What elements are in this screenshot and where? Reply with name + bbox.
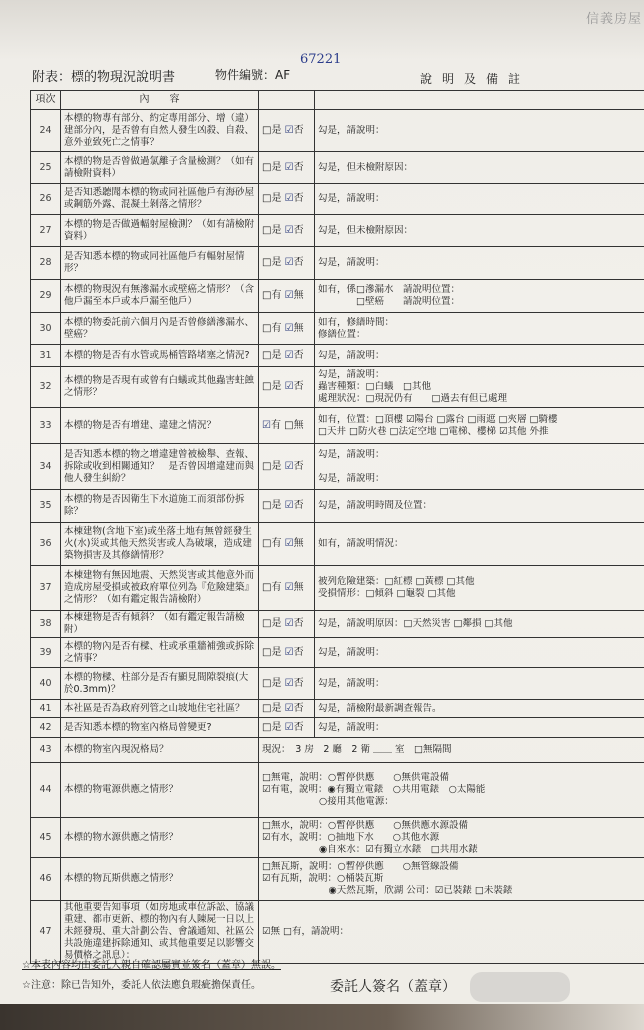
answer-options (259, 152, 315, 184)
table-row (31, 818, 644, 858)
remark-line: 勾是，請說明： (318, 646, 385, 658)
answer-options (259, 523, 315, 566)
remarks-cell (315, 313, 644, 345)
item-content: 本標的物委託前六個月內是否曾修繕滲漏水、壁癌？ (61, 313, 259, 345)
table-row (31, 184, 644, 215)
checkbox-checked[interactable]: ☑ (284, 618, 294, 629)
option-label: 否 (293, 257, 304, 268)
reference-label: 物件編號：AF (215, 68, 291, 82)
item-content: 本社區是否為政府列管之山坡地住宅社區？ (61, 700, 259, 718)
answer-options (259, 367, 315, 408)
remarks-cell (315, 638, 644, 668)
option-label: 無 (293, 582, 304, 593)
item-number: 36 (31, 523, 61, 566)
remark-line: 勾是，請說明： (318, 721, 385, 733)
table-row (31, 611, 644, 638)
remark-line: 勾是，請說明： (318, 448, 385, 460)
remark-line: 蟲害種類：□白蟻 □其他 (318, 381, 431, 392)
footer-notes (22, 956, 281, 996)
remarks-cell (315, 408, 644, 444)
remark-line: □無水，說明：○暫停供應 ○無供應水源設備 (262, 819, 469, 831)
item-number: 44 (31, 763, 61, 818)
remarks-cell (315, 345, 644, 367)
checkbox-checked[interactable]: ☑ (284, 322, 294, 334)
remark-line: ◉天然瓦斯，欣湖 公司：☑已裝錶 □未裝錶 (262, 885, 513, 896)
company-stamp: 信義房屋 (585, 12, 642, 27)
option-label: 是 (271, 677, 282, 689)
remark-line: 處理狀況：□現況仍有 □過去有但已處理 (318, 393, 507, 404)
option-label: 否 (293, 193, 304, 204)
checkbox-checked[interactable]: ☑ (284, 582, 294, 593)
signature-redaction (470, 972, 570, 1002)
item-number: 28 (31, 247, 61, 280)
remarks-cell (315, 184, 644, 215)
remark-line: 如有，位置：□頂樓 ☑陽台 □露台 □雨遮 □夾層 □騎樓 (318, 413, 558, 425)
answer-options (259, 638, 315, 668)
item-content: 本標的物專有部分、約定專用部分、增（違）建部分內，是否曾有自然人發生凶殺、自殺、意外並致死亡之情事？ (61, 110, 259, 152)
table-row (31, 152, 644, 184)
option-label: 有 (270, 419, 281, 431)
checkbox-checked[interactable]: ☑ (284, 349, 294, 361)
remark-line: 勾是，但未檢附原因： (318, 224, 414, 236)
option-label: 是 (271, 460, 282, 472)
remark-line: ◉自來水：☑有獨立水錶 □共用水錶 (262, 843, 478, 855)
option-label: 否 (293, 721, 304, 733)
remarks-cell (315, 523, 644, 566)
checkbox-checked[interactable]: ☑ (284, 646, 294, 658)
remarks-cell (315, 490, 644, 523)
checkbox-checked[interactable]: ☑ (284, 721, 294, 733)
option-label: 是 (271, 381, 282, 392)
table-row (31, 280, 644, 313)
item-content: 本標的物樑、柱部分是否有顯見間隙裂痕(大於0.3mm)？ (61, 668, 259, 700)
remark-line: 勾是，但未檢附原因： (318, 161, 414, 173)
checkbox[interactable]: □ (262, 161, 272, 173)
item-content: 本標的物是否現有或曾有白蟻或其他蟲害蛀蝕之情形？ (61, 367, 259, 408)
table-row (31, 763, 644, 818)
item-number: 37 (31, 566, 61, 611)
checkbox[interactable]: □ (262, 257, 272, 268)
option-label: 否 (293, 161, 304, 173)
table-header (31, 91, 644, 110)
option-label: 否 (293, 677, 304, 689)
remark-line: ○接用其他電源： (262, 796, 394, 807)
checkbox-checked[interactable]: ☑ (284, 381, 294, 392)
remark-line: 勾是，請說明原因：□天然災害 □鄰損 □其他 (318, 618, 513, 629)
option-label: 有 (271, 322, 282, 334)
item-content: 本標的物是否曾做過氯離子含量檢測？（如有請檢附資料） (61, 152, 259, 184)
item-number: 43 (31, 738, 61, 763)
answer-options (259, 184, 315, 215)
remark-line: 被列危險建築：□紅標 □黃標 □其他 (318, 576, 475, 587)
option-label: 有 (271, 582, 282, 593)
footer-note-confirm: ☆本表內容均由委託人親自確認屬實並簽名（蓋章）無誤。 (22, 960, 281, 971)
remark-line: 勾是，請說明： (318, 677, 385, 689)
option-label: 是 (271, 124, 282, 136)
option-label: 是 (271, 349, 282, 361)
item-content: 本標的物室內現況格局？ (61, 738, 259, 763)
answer-options (259, 280, 315, 313)
checkbox-checked[interactable]: ☑ (284, 500, 294, 511)
item-number: 39 (31, 638, 61, 668)
checkbox[interactable]: □ (262, 646, 272, 658)
remark-line: 勾是，請說明： (318, 369, 385, 380)
item-number: 25 (31, 152, 61, 184)
checkbox-checked[interactable]: ☑ (284, 124, 294, 136)
table-row (31, 566, 644, 611)
option-label: 否 (293, 646, 304, 658)
answer-options (259, 490, 315, 523)
column-header-remarks (315, 91, 644, 110)
item-content: 是否知悉本標的物之增違建曾被檢舉、查報、拆除或收到相關通知？ 是否曾因增違建而與他人發生糾紛？ (61, 444, 259, 490)
checkbox[interactable]: □ (262, 290, 272, 301)
option-label: 是 (271, 702, 282, 714)
checkbox[interactable]: □ (262, 322, 272, 334)
item-content: 本標的物電源供應之情形？ (61, 763, 259, 818)
remark-line: 如有，修繕時間： (318, 316, 395, 328)
remark-line: 勾是，請說明： (318, 349, 385, 361)
item-content: 是否知悉本標的物或同社區他戶有輻射屋情形？ (61, 247, 259, 280)
checkbox[interactable]: □ (262, 500, 272, 511)
remark-line: □無瓦斯，說明：○暫停供應 ○無管線設備 (262, 861, 459, 872)
option-label: 有 (271, 538, 282, 549)
table-row (31, 718, 644, 738)
remark-line: ☑有水，說明：○抽地下水 ○其他水源 (262, 831, 440, 843)
item-content: 是否知悉聽聞本標的物或同社區他戶有海砂屋或鋼筋外露、混凝土剝落之情形？ (61, 184, 259, 215)
checkbox-checked[interactable]: ☑ (284, 677, 294, 689)
option-label: 是 (271, 500, 282, 511)
option-label: 否 (293, 124, 304, 136)
remark-line: 如有，係□滲漏水 請說明位置： (318, 284, 460, 295)
table-row (31, 700, 644, 718)
table-row (31, 367, 644, 408)
option-label: 是 (271, 721, 282, 733)
item-number: 41 (31, 700, 61, 718)
answer-options (259, 718, 315, 738)
remarks-cell (315, 611, 644, 638)
table-row (31, 345, 644, 367)
checkbox-checked[interactable]: ☑ (284, 224, 294, 236)
item-number: 33 (31, 408, 61, 444)
item-content: 其他重要告知事項（如房地或車位訴訟、協議重建、都市更新、標的物內有人陳屍一日以上未經發現、重大計劃公告、會議通知、社區公共設施違建拆除通知、或其他重要足以影響交易價格之訊息）： (61, 901, 259, 964)
table-row (31, 444, 644, 490)
table-row (31, 668, 644, 700)
checkbox[interactable]: □ (262, 381, 272, 392)
remark-line: 修繕位置： (318, 328, 366, 340)
option-label: 否 (293, 618, 304, 629)
item-content: 本棟建物是否有傾斜？（如有鑑定報告請檢附） (61, 611, 259, 638)
form-title: 附表：標的物現況說明書 (32, 70, 176, 85)
remark-line: 勾是，請說明： (318, 124, 385, 136)
footer-note-warranty: ☆注意：除已告知外，委託人依法應負瑕疵擔保責任。 (22, 980, 261, 991)
item-content: 本標的物是否有增建、違建之情況？ (61, 408, 259, 444)
remark-line (318, 461, 641, 473)
column-header-options (259, 91, 315, 110)
item-number: 38 (31, 611, 61, 638)
item-content: 是否知悉本標的物室內格局曾變更? (61, 718, 259, 738)
remarks-cell (259, 901, 644, 964)
item-number: 35 (31, 490, 61, 523)
remarks-cell (315, 700, 644, 718)
table-row (31, 858, 644, 901)
column-header-content: 內 容 (61, 91, 259, 110)
table-row (31, 313, 644, 345)
option-label: 是 (271, 161, 282, 173)
item-content: 本標的物是否有水管或馬桶管路堵塞之情況? (61, 345, 259, 367)
answer-options (259, 345, 315, 367)
item-number: 40 (31, 668, 61, 700)
checkbox-checked[interactable]: ☑ (284, 290, 294, 301)
remarks-cell (315, 152, 644, 184)
checkbox-checked[interactable]: ☑ (284, 161, 294, 173)
checkbox[interactable]: □ (262, 582, 272, 593)
option-label: 是 (271, 193, 282, 204)
remark-line: □無電，說明：○暫停供應 ○無供電設備 (262, 772, 450, 783)
item-number: 26 (31, 184, 61, 215)
remark-line: ☑有電，說明：◉有獨立電錶 ○共用電錶 ○太陽能 (262, 784, 486, 795)
option-label: 是 (271, 646, 282, 658)
option-label: 否 (293, 500, 304, 511)
table-row (31, 523, 644, 566)
disclosure-table (30, 90, 644, 964)
answer-options (259, 611, 315, 638)
signature-label: 委託人簽名（蓋章） (330, 979, 456, 995)
table-row (31, 215, 644, 247)
answer-options (259, 215, 315, 247)
checkbox[interactable]: □ (262, 224, 272, 236)
item-number: 29 (31, 280, 61, 313)
remarks-cell (315, 110, 644, 152)
item-content: 本標的物水源供應之情形？ (61, 818, 259, 858)
table-row (31, 247, 644, 280)
checkbox-checked[interactable]: ☑ (284, 257, 294, 268)
answer-options (259, 408, 315, 444)
checkbox-checked[interactable]: ☑ (284, 538, 294, 549)
item-number: 32 (31, 367, 61, 408)
checkbox[interactable]: □ (262, 460, 272, 472)
checkbox[interactable]: □ (262, 193, 272, 204)
remark-line: 受損情形：□傾斜 □龜裂 □其他 (318, 588, 456, 599)
item-number: 30 (31, 313, 61, 345)
item-content: 本標的物是否因衛生下水道施工而須部份拆除？ (61, 490, 259, 523)
option-label: 是 (271, 224, 282, 236)
remarks-cell (259, 858, 644, 901)
remark-line: ☑無 □有，請說明： (262, 926, 350, 937)
checkbox-checked[interactable]: ☑ (284, 702, 294, 714)
answer-options (259, 700, 315, 718)
remark-line: 勾是，請檢附最新調查報告。 (318, 702, 442, 714)
remarks-cell (259, 763, 644, 818)
table-row (31, 490, 644, 523)
item-number: 24 (31, 110, 61, 152)
option-label: 是 (271, 257, 282, 268)
item-number: 31 (31, 345, 61, 367)
remark-line: ☑有瓦斯，說明：○桶裝瓦斯 (262, 873, 384, 884)
remarks-cell (315, 444, 644, 490)
reference-number: 67221 (300, 52, 342, 67)
answer-options (259, 444, 315, 490)
checkbox[interactable]: □ (262, 677, 272, 689)
table-row (31, 638, 644, 668)
checkbox[interactable]: □ (262, 702, 272, 714)
answer-options (259, 110, 315, 152)
remarks-cell (315, 718, 644, 738)
remarks-cell (315, 367, 644, 408)
item-content: 本棟建物有無因地震、天然災害或其他意外而造成房屋受損或被政府單位列為『危險建築』之情形？（如有鑑定報告請檢附） (61, 566, 259, 611)
checkbox[interactable]: □ (262, 538, 272, 549)
checkbox-checked[interactable]: ☑ (284, 193, 294, 204)
remarks-cell (315, 247, 644, 280)
table-row (31, 738, 644, 763)
remark-line: □壁癌 請說明位置： (318, 296, 460, 307)
remarks-column-title: 說明及備註 (420, 72, 531, 86)
remarks-cell (315, 215, 644, 247)
checkbox[interactable]: □ (262, 349, 272, 361)
item-content: 本棟建物(含地下室)或坐落土地有無曾經發生火(水)災或其他天然災害或人為破壞，造成建築物損害及其修繕情形？ (61, 523, 259, 566)
remark-line: 勾是，請說明： (318, 257, 385, 268)
item-content: 本標的物瓦斯供應之情形？ (61, 858, 259, 901)
option-label: 無 (293, 419, 304, 431)
option-label: 無 (293, 290, 304, 301)
option-label: 無 (293, 538, 304, 549)
checkbox[interactable]: □ (284, 419, 294, 431)
checkbox[interactable]: □ (262, 618, 272, 629)
table-row (31, 408, 644, 444)
item-number: 42 (31, 718, 61, 738)
answer-options (259, 313, 315, 345)
item-content: 本標的物是否做過輻射屋檢測？（如有請檢附資料） (61, 215, 259, 247)
item-content: 本標的物內是否有樑、柱或承重牆補強或拆除之情事？ (61, 638, 259, 668)
option-label: 否 (293, 349, 304, 361)
remarks-cell (315, 566, 644, 611)
remark-line: 現況： 3 房 2 廳 2 衛 ＿＿ 室 □無隔間 (262, 744, 452, 755)
answer-options (259, 566, 315, 611)
remark-line: 勾是，請說明： (318, 472, 385, 484)
item-number: 47 (31, 901, 61, 964)
option-label: 有 (271, 290, 282, 301)
remarks-cell (259, 738, 644, 763)
remarks-cell (315, 280, 644, 313)
remark-line: 勾是，請說明： (318, 193, 385, 204)
checkbox[interactable]: □ (262, 721, 272, 733)
item-number: 27 (31, 215, 61, 247)
option-label: 否 (293, 381, 304, 392)
column-header-num: 項次 (31, 91, 61, 110)
remarks-cell (259, 818, 644, 858)
option-label: 否 (293, 224, 304, 236)
background-surface (0, 1004, 644, 1030)
option-label: 無 (293, 322, 304, 334)
checkbox-checked[interactable]: ☑ (284, 460, 294, 472)
table-row (31, 110, 644, 152)
option-label: 否 (293, 460, 304, 472)
option-label: 否 (293, 702, 304, 714)
table-row (31, 901, 644, 964)
item-number: 34 (31, 444, 61, 490)
checkbox[interactable]: □ (262, 124, 272, 136)
option-label: 是 (271, 618, 282, 629)
remark-line: □天井 □防火巷 □法定空地 □電梯、樓梯 ☑其他 外推 (318, 425, 549, 437)
remark-line: 如有，請說明情況： (318, 538, 404, 549)
remarks-cell (315, 668, 644, 700)
checkbox-checked[interactable]: ☑ (262, 419, 271, 431)
answer-options (259, 668, 315, 700)
item-number: 46 (31, 858, 61, 901)
item-number: 45 (31, 818, 61, 858)
item-content: 本標的物現況有無滲漏水或壁癌之情形？（含他戶漏至本戶或本戶漏至他戶） (61, 280, 259, 313)
answer-options (259, 247, 315, 280)
remark-line: 勾是，請說明時間及位置： (318, 500, 433, 511)
